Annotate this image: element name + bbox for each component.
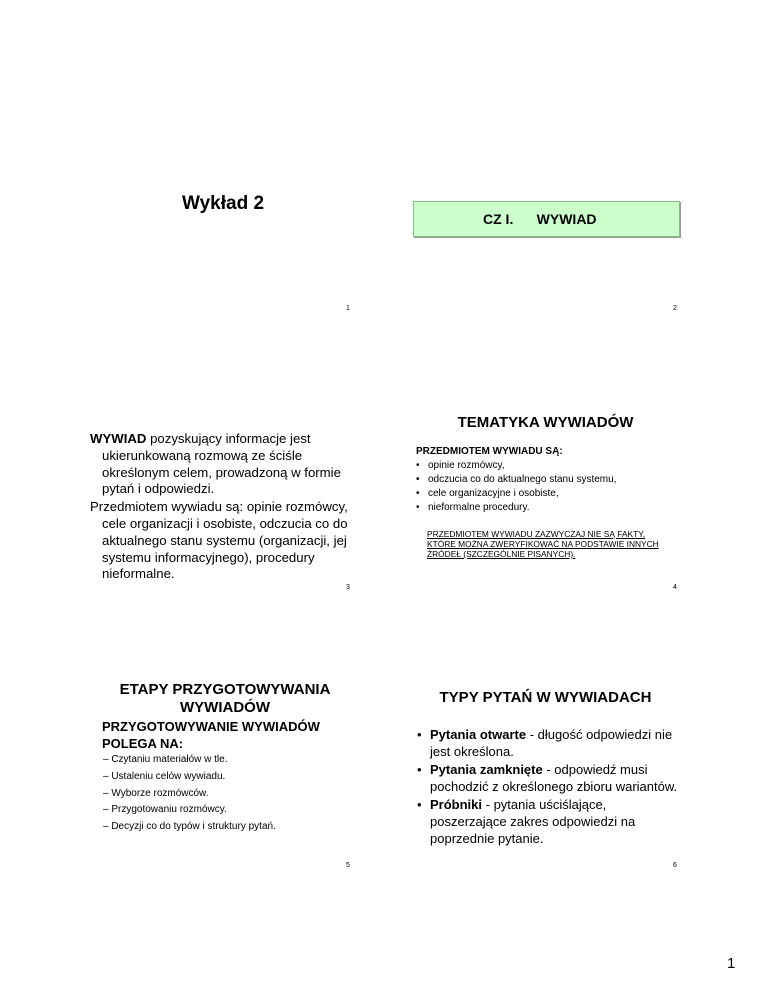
list-item: • nieformalne procedury.	[416, 501, 686, 515]
slide3-body	[90, 431, 365, 584]
slide1-title: Wykład 2	[182, 193, 265, 214]
slide2-number: 2	[673, 305, 677, 312]
slide3-term: WYWIAD	[90, 431, 147, 446]
slide4-title: TEMATYKA WYWIADÓW	[457, 414, 634, 431]
slide6-title: TYPY PYTAŃ W WYWIADACH	[439, 689, 652, 706]
list-item	[417, 761, 679, 795]
list-item	[417, 796, 679, 847]
list-item: – Czytaniu materiałów w tle.	[103, 754, 228, 765]
def-closed: - odpowiedź musi pochodzić z określonego zbioru wariantów.	[430, 762, 678, 794]
list-item	[417, 726, 679, 760]
page-number: 1	[727, 955, 736, 972]
slide4-list	[416, 459, 686, 515]
list-item: – Wyborze rozmówców.	[103, 787, 209, 799]
term-closed: Pytania zamknięte	[430, 762, 543, 777]
slide3-number: 3	[346, 584, 350, 591]
list-item: – Przygotowaniu rozmówcy.	[103, 804, 227, 816]
list-item: – Ustaleniu celów wywiadu.	[103, 770, 226, 782]
slide3-definition: pozyskujący informacje jest ukierunkowaną rozmową ze ściśle określonym celem, prowadzoną w formie pytań i odpowiedzi.	[102, 431, 341, 497]
list-item: • odczucia co do aktualnego stanu systemu,	[416, 473, 686, 487]
slide3-paragraph-1	[90, 431, 365, 498]
term-open: Pytania otwarte	[430, 727, 527, 742]
slide3-paragraph-2: Przedmiotem wywiadu są: opinie rozmówcy, cele organizacji i osobiste, odczucia co do aktualnego stanu systemu (organizacji, jej systemu informacyjnego), procedury nieformalne.	[90, 499, 348, 582]
slide2-title-box	[413, 201, 680, 237]
slide4-number: 4	[673, 584, 677, 591]
list-item: • opinie rozmówcy,	[416, 459, 686, 473]
def-open: - długość odpowiedzi nie jest określona.	[430, 727, 673, 759]
slide1-number: 1	[346, 305, 350, 312]
list-item: • cele organizacyjne i osobiste,	[416, 487, 686, 501]
slide5-list	[103, 752, 276, 836]
slide5-heading: PRZYGOTOWYWANIE WYWIADÓW POLEGA NA:	[102, 719, 320, 751]
slide5-title: ETAPY PRZYGOTOWYWANIA WYWIADÓW	[119, 681, 331, 716]
slide4-note: PRZEDMIOTEM WYWIADU ZAZWYCZAJ NIE SĄ FAKTY, KTÓRE MOŻNA ZWERYFIKOWAĆ NA PODSTAWIE INNYCH ŹRÓDEŁ (SZCZEGÓLNIE PISANYCH).	[427, 529, 659, 559]
slide6-list	[417, 726, 679, 848]
def-probes: - pytania uściślające, poszerzające zakres odpowiedzi na poprzednie pytanie.	[430, 797, 636, 846]
term-probes: Próbniki	[430, 797, 483, 812]
list-item: – Decyzji co do typów i struktury pytań.	[103, 821, 276, 833]
slide4-heading: PRZEDMIOTEM WYWIADU SĄ:	[416, 446, 563, 457]
slide5-number: 5	[346, 862, 350, 869]
slide6-number: 6	[673, 862, 677, 869]
slide2-title: CZ I. WYWIAD	[483, 211, 597, 227]
